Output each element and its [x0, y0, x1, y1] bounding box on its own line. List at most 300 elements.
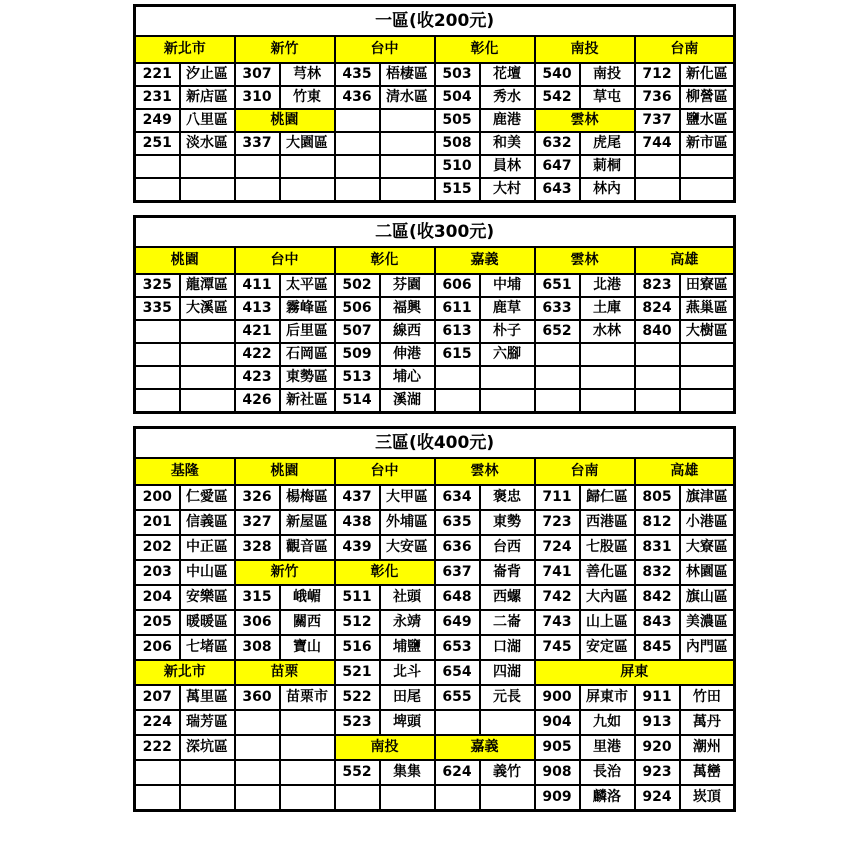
postal-code-cell: 634	[435, 485, 480, 510]
postal-code-cell: 206	[135, 635, 180, 660]
postal-code-cell	[135, 785, 180, 811]
postal-code-cell: 904	[535, 710, 580, 735]
postal-code-cell	[335, 155, 380, 178]
district-name-cell: 集集	[380, 760, 435, 785]
postal-code-cell	[635, 178, 680, 202]
district-name-cell: 寶山	[280, 635, 335, 660]
postal-code-cell	[235, 155, 280, 178]
district-name-cell: 瑞芳區	[180, 710, 235, 735]
district-name-cell	[480, 389, 535, 413]
district-name-cell	[380, 109, 435, 132]
district-name-cell: 南投	[580, 63, 635, 86]
postal-code-cell: 552	[335, 760, 380, 785]
postal-code-cell: 502	[335, 274, 380, 297]
district-name-cell: 屏東市	[580, 685, 635, 710]
postal-code-cell: 743	[535, 610, 580, 635]
district-name-cell: 伸港	[380, 343, 435, 366]
district-name-cell: 土庫	[580, 297, 635, 320]
district-name-cell: 萬巒	[680, 760, 735, 785]
district-name-cell: 新屋區	[280, 510, 335, 535]
postal-code-cell: 521	[335, 660, 380, 685]
region-subheader: 桃園	[235, 109, 335, 132]
postal-code-cell: 310	[235, 86, 280, 109]
postal-code-cell: 651	[535, 274, 580, 297]
district-name-cell: 埤頭	[380, 710, 435, 735]
postal-code-cell	[135, 366, 180, 389]
district-name-cell: 霧峰區	[280, 297, 335, 320]
postal-code-cell: 221	[135, 63, 180, 86]
postal-code-cell: 842	[635, 585, 680, 610]
region-header: 雲林	[535, 247, 635, 274]
district-name-cell	[680, 155, 735, 178]
postal-code-cell	[335, 109, 380, 132]
postal-code-cell: 308	[235, 635, 280, 660]
district-name-cell: 鹽水區	[680, 109, 735, 132]
region-header: 彰化	[335, 247, 435, 274]
district-name-cell: 線西	[380, 320, 435, 343]
district-name-cell: 安樂區	[180, 585, 235, 610]
region-subheader: 新竹	[235, 560, 335, 585]
postal-code-cell: 421	[235, 320, 280, 343]
district-name-cell: 淡水區	[180, 132, 235, 155]
district-name-cell: 東勢	[480, 510, 535, 535]
postal-code-cell	[435, 710, 480, 735]
district-name-cell	[480, 785, 535, 811]
postal-code-cell: 506	[335, 297, 380, 320]
postal-code-cell	[635, 155, 680, 178]
postal-code-cell: 204	[135, 585, 180, 610]
region-subheader: 嘉義	[435, 735, 535, 760]
region-header: 新竹	[235, 36, 335, 63]
postal-code-cell	[235, 785, 280, 811]
district-name-cell: 竹東	[280, 86, 335, 109]
postal-code-cell: 436	[335, 86, 380, 109]
postal-code-cell: 509	[335, 343, 380, 366]
postal-code-cell	[535, 366, 580, 389]
postal-code-cell: 831	[635, 535, 680, 560]
district-name-cell: 埔鹽	[380, 635, 435, 660]
postal-code-cell: 523	[335, 710, 380, 735]
postal-code-cell: 913	[635, 710, 680, 735]
district-name-cell: 大甲區	[380, 485, 435, 510]
postal-code-cell: 712	[635, 63, 680, 86]
district-name-cell: 安定區	[580, 635, 635, 660]
table-row	[135, 274, 735, 297]
district-name-cell: 太平區	[280, 274, 335, 297]
postal-code-cell	[135, 389, 180, 413]
district-name-cell	[180, 155, 235, 178]
region-header: 台中	[335, 36, 435, 63]
district-name-cell: 元長	[480, 685, 535, 710]
district-name-cell: 萬丹	[680, 710, 735, 735]
postal-code-cell: 611	[435, 297, 480, 320]
district-name-cell: 關西	[280, 610, 335, 635]
table-row	[135, 63, 735, 86]
table-row	[135, 785, 735, 811]
postal-code-cell: 513	[335, 366, 380, 389]
district-name-cell: 福興	[380, 297, 435, 320]
district-name-cell: 林園區	[680, 560, 735, 585]
postal-code-cell	[135, 760, 180, 785]
district-name-cell: 大內區	[580, 585, 635, 610]
zone-title: 一區(收200元)	[135, 6, 735, 37]
postal-code-cell: 426	[235, 389, 280, 413]
postal-code-cell: 512	[335, 610, 380, 635]
postal-code-cell	[135, 178, 180, 202]
table-row	[135, 343, 735, 366]
district-name-cell: 長治	[580, 760, 635, 785]
district-name-cell: 七堵區	[180, 635, 235, 660]
postal-code-cell	[235, 178, 280, 202]
district-name-cell	[280, 710, 335, 735]
district-name-cell: 深坑區	[180, 735, 235, 760]
zone-1-table	[133, 4, 736, 203]
postal-code-cell: 923	[635, 760, 680, 785]
district-name-cell: 九如	[580, 710, 635, 735]
district-name-cell	[380, 132, 435, 155]
district-name-cell	[680, 178, 735, 202]
district-name-cell: 埔心	[380, 366, 435, 389]
district-name-cell: 西港區	[580, 510, 635, 535]
table-row	[135, 735, 735, 760]
district-name-cell: 口湖	[480, 635, 535, 660]
district-name-cell: 八里區	[180, 109, 235, 132]
postal-code-cell: 711	[535, 485, 580, 510]
region-header: 台南	[635, 36, 735, 63]
district-name-cell: 山上區	[580, 610, 635, 635]
postal-code-cell: 624	[435, 760, 480, 785]
district-name-cell: 台西	[480, 535, 535, 560]
postal-code-cell: 606	[435, 274, 480, 297]
region-header: 基隆	[135, 458, 235, 485]
postal-code-cell: 741	[535, 560, 580, 585]
region-subheader: 新北市	[135, 660, 235, 685]
district-name-cell: 龍潭區	[180, 274, 235, 297]
postal-code-cell: 647	[535, 155, 580, 178]
postal-code-cell: 328	[235, 535, 280, 560]
district-name-cell: 芎林	[280, 63, 335, 86]
district-name-cell: 中埔	[480, 274, 535, 297]
table-row	[135, 610, 735, 635]
zone-title-row	[135, 428, 735, 459]
district-name-cell: 二崙	[480, 610, 535, 635]
district-name-cell: 鹿草	[480, 297, 535, 320]
district-name-cell: 峨嵋	[280, 585, 335, 610]
district-name-cell: 后里區	[280, 320, 335, 343]
district-name-cell: 大園區	[280, 132, 335, 155]
postal-code-cell	[635, 366, 680, 389]
district-name-cell	[180, 366, 235, 389]
district-name-cell: 義竹	[480, 760, 535, 785]
district-name-cell: 草屯	[580, 86, 635, 109]
postal-code-cell: 845	[635, 635, 680, 660]
table-row	[135, 366, 735, 389]
postal-code-cell: 655	[435, 685, 480, 710]
postal-code-cell: 511	[335, 585, 380, 610]
postal-code-cell: 335	[135, 297, 180, 320]
postal-code-cell: 653	[435, 635, 480, 660]
district-name-cell	[180, 760, 235, 785]
postal-code-cell: 832	[635, 560, 680, 585]
postal-code-cell: 202	[135, 535, 180, 560]
district-name-cell: 梧棲區	[380, 63, 435, 86]
postal-code-cell: 516	[335, 635, 380, 660]
table-row	[135, 155, 735, 178]
district-name-cell: 大樹區	[680, 320, 735, 343]
postal-code-cell: 326	[235, 485, 280, 510]
district-name-cell: 清水區	[380, 86, 435, 109]
postal-code-cell: 636	[435, 535, 480, 560]
zone-title: 三區(收400元)	[135, 428, 735, 459]
district-name-cell	[680, 389, 735, 413]
table-row	[135, 178, 735, 202]
district-name-cell: 外埔區	[380, 510, 435, 535]
district-name-cell: 柳營區	[680, 86, 735, 109]
district-name-cell: 中山區	[180, 560, 235, 585]
table-row	[135, 535, 735, 560]
postal-code-cell: 843	[635, 610, 680, 635]
region-header-row	[135, 36, 735, 63]
district-name-cell: 新店區	[180, 86, 235, 109]
postal-code-cell: 745	[535, 635, 580, 660]
district-name-cell: 潮州	[680, 735, 735, 760]
district-name-cell: 社頭	[380, 585, 435, 610]
postal-code-cell: 637	[435, 560, 480, 585]
region-header: 桃園	[235, 458, 335, 485]
postal-code-cell	[235, 735, 280, 760]
postal-code-cell: 249	[135, 109, 180, 132]
district-name-cell: 崙背	[480, 560, 535, 585]
district-name-cell: 中正區	[180, 535, 235, 560]
district-name-cell: 溪湖	[380, 389, 435, 413]
postal-code-cell: 231	[135, 86, 180, 109]
district-name-cell	[380, 155, 435, 178]
district-name-cell	[180, 178, 235, 202]
postal-code-cell: 439	[335, 535, 380, 560]
postal-code-cell	[335, 178, 380, 202]
region-subheader: 苗栗	[235, 660, 335, 685]
region-header: 台中	[235, 247, 335, 274]
postal-code-cell	[335, 785, 380, 811]
postal-code-cell: 222	[135, 735, 180, 760]
postal-code-cell: 515	[435, 178, 480, 202]
district-name-cell: 鹿港	[480, 109, 535, 132]
postal-code-cell: 508	[435, 132, 480, 155]
district-name-cell	[280, 155, 335, 178]
table-row	[135, 132, 735, 155]
district-name-cell	[280, 785, 335, 811]
district-name-cell: 褒忠	[480, 485, 535, 510]
district-name-cell	[580, 389, 635, 413]
district-name-cell: 西螺	[480, 585, 535, 610]
district-name-cell: 六腳	[480, 343, 535, 366]
district-name-cell: 北港	[580, 274, 635, 297]
table-row	[135, 760, 735, 785]
postal-code-cell: 542	[535, 86, 580, 109]
district-name-cell: 暖暖區	[180, 610, 235, 635]
district-name-cell	[480, 366, 535, 389]
postal-code-cell	[535, 389, 580, 413]
district-name-cell: 觀音區	[280, 535, 335, 560]
postal-code-cell: 306	[235, 610, 280, 635]
table-row	[135, 685, 735, 710]
postal-code-cell: 251	[135, 132, 180, 155]
district-name-cell	[280, 735, 335, 760]
district-name-cell: 永靖	[380, 610, 435, 635]
postal-code-cell: 411	[235, 274, 280, 297]
postal-code-cell: 905	[535, 735, 580, 760]
postal-code-cell: 205	[135, 610, 180, 635]
postal-code-cell: 643	[535, 178, 580, 202]
postal-code-cell	[635, 343, 680, 366]
region-subheader: 彰化	[335, 560, 435, 585]
postal-code-cell: 633	[535, 297, 580, 320]
postal-code-cell: 909	[535, 785, 580, 811]
postal-code-cell	[135, 155, 180, 178]
postal-code-cell: 200	[135, 485, 180, 510]
table-row	[135, 86, 735, 109]
postal-code-cell: 737	[635, 109, 680, 132]
district-name-cell	[180, 320, 235, 343]
postal-code-cell: 900	[535, 685, 580, 710]
table-row	[135, 389, 735, 413]
district-name-cell: 和美	[480, 132, 535, 155]
postal-code-cell: 315	[235, 585, 280, 610]
postal-code-cell: 924	[635, 785, 680, 811]
postal-code-cell: 613	[435, 320, 480, 343]
district-name-cell: 歸仁區	[580, 485, 635, 510]
district-name-cell: 大寮區	[680, 535, 735, 560]
postal-code-cell	[235, 760, 280, 785]
district-name-cell: 水林	[580, 320, 635, 343]
postal-code-cell: 360	[235, 685, 280, 710]
postal-code-cell: 615	[435, 343, 480, 366]
table-row	[135, 660, 735, 685]
postal-code-cell: 504	[435, 86, 480, 109]
district-name-cell: 四湖	[480, 660, 535, 685]
postal-code-cell	[235, 710, 280, 735]
zone-title: 二區(收300元)	[135, 217, 735, 248]
district-name-cell	[680, 366, 735, 389]
district-name-cell: 旗津區	[680, 485, 735, 510]
district-name-cell: 小港區	[680, 510, 735, 535]
district-name-cell: 麟洛	[580, 785, 635, 811]
postal-code-cell: 736	[635, 86, 680, 109]
district-name-cell: 莿桐	[580, 155, 635, 178]
district-name-cell: 新社區	[280, 389, 335, 413]
region-header: 台中	[335, 458, 435, 485]
district-name-cell: 田尾	[380, 685, 435, 710]
district-name-cell: 內門區	[680, 635, 735, 660]
postal-code-cell: 540	[535, 63, 580, 86]
postal-code-cell: 503	[435, 63, 480, 86]
table-row	[135, 710, 735, 735]
postal-code-cell: 654	[435, 660, 480, 685]
postal-code-cell: 207	[135, 685, 180, 710]
district-name-cell: 員林	[480, 155, 535, 178]
region-header: 高雄	[635, 247, 735, 274]
region-header: 彰化	[435, 36, 535, 63]
postal-code-cell	[535, 343, 580, 366]
district-name-cell: 善化區	[580, 560, 635, 585]
district-name-cell	[180, 785, 235, 811]
table-row	[135, 485, 735, 510]
district-name-cell: 七股區	[580, 535, 635, 560]
region-header: 嘉義	[435, 247, 535, 274]
district-name-cell: 大村	[480, 178, 535, 202]
postal-code-cell: 201	[135, 510, 180, 535]
district-name-cell	[380, 178, 435, 202]
postal-code-cell: 812	[635, 510, 680, 535]
table-row	[135, 635, 735, 660]
postal-code-cell: 203	[135, 560, 180, 585]
postal-code-cell: 635	[435, 510, 480, 535]
district-name-cell	[580, 343, 635, 366]
postal-code-cell: 823	[635, 274, 680, 297]
postal-code-cell: 632	[535, 132, 580, 155]
postal-code-cell	[335, 132, 380, 155]
postal-code-cell: 920	[635, 735, 680, 760]
postal-code-cell	[435, 389, 480, 413]
region-header: 雲林	[435, 458, 535, 485]
district-name-cell: 竹田	[680, 685, 735, 710]
postal-code-cell: 649	[435, 610, 480, 635]
district-name-cell: 林內	[580, 178, 635, 202]
district-name-cell	[680, 343, 735, 366]
district-name-cell: 東勢區	[280, 366, 335, 389]
district-name-cell: 秀水	[480, 86, 535, 109]
region-header: 台南	[535, 458, 635, 485]
postal-code-cell: 911	[635, 685, 680, 710]
district-name-cell: 里港	[580, 735, 635, 760]
postal-code-cell: 224	[135, 710, 180, 735]
postal-code-cell: 742	[535, 585, 580, 610]
table-row	[135, 560, 735, 585]
postal-code-cell: 413	[235, 297, 280, 320]
postal-code-cell: 652	[535, 320, 580, 343]
region-header-row	[135, 458, 735, 485]
district-name-cell: 芬園	[380, 274, 435, 297]
postal-code-cell	[435, 785, 480, 811]
region-subheader: 南投	[335, 735, 435, 760]
district-name-cell: 萬里區	[180, 685, 235, 710]
zone-title-row	[135, 217, 735, 248]
postal-code-cell: 514	[335, 389, 380, 413]
district-name-cell: 北斗	[380, 660, 435, 685]
district-name-cell: 汐止區	[180, 63, 235, 86]
postal-code-cell: 744	[635, 132, 680, 155]
district-name-cell: 花壇	[480, 63, 535, 86]
region-header-row	[135, 247, 735, 274]
region-header: 南投	[535, 36, 635, 63]
zone-2-table	[133, 215, 736, 414]
postal-code-cell: 805	[635, 485, 680, 510]
table-row	[135, 510, 735, 535]
table-row	[135, 297, 735, 320]
district-name-cell: 新化區	[680, 63, 735, 86]
postal-code-cell: 648	[435, 585, 480, 610]
postal-code-cell: 435	[335, 63, 380, 86]
district-name-cell	[380, 785, 435, 811]
district-name-cell: 虎尾	[580, 132, 635, 155]
postal-code-cell: 423	[235, 366, 280, 389]
district-name-cell: 石岡區	[280, 343, 335, 366]
region-subheader: 屏東	[535, 660, 735, 685]
postal-code-cell	[435, 366, 480, 389]
postal-code-cell: 840	[635, 320, 680, 343]
district-name-cell: 燕巢區	[680, 297, 735, 320]
district-name-cell: 田寮區	[680, 274, 735, 297]
